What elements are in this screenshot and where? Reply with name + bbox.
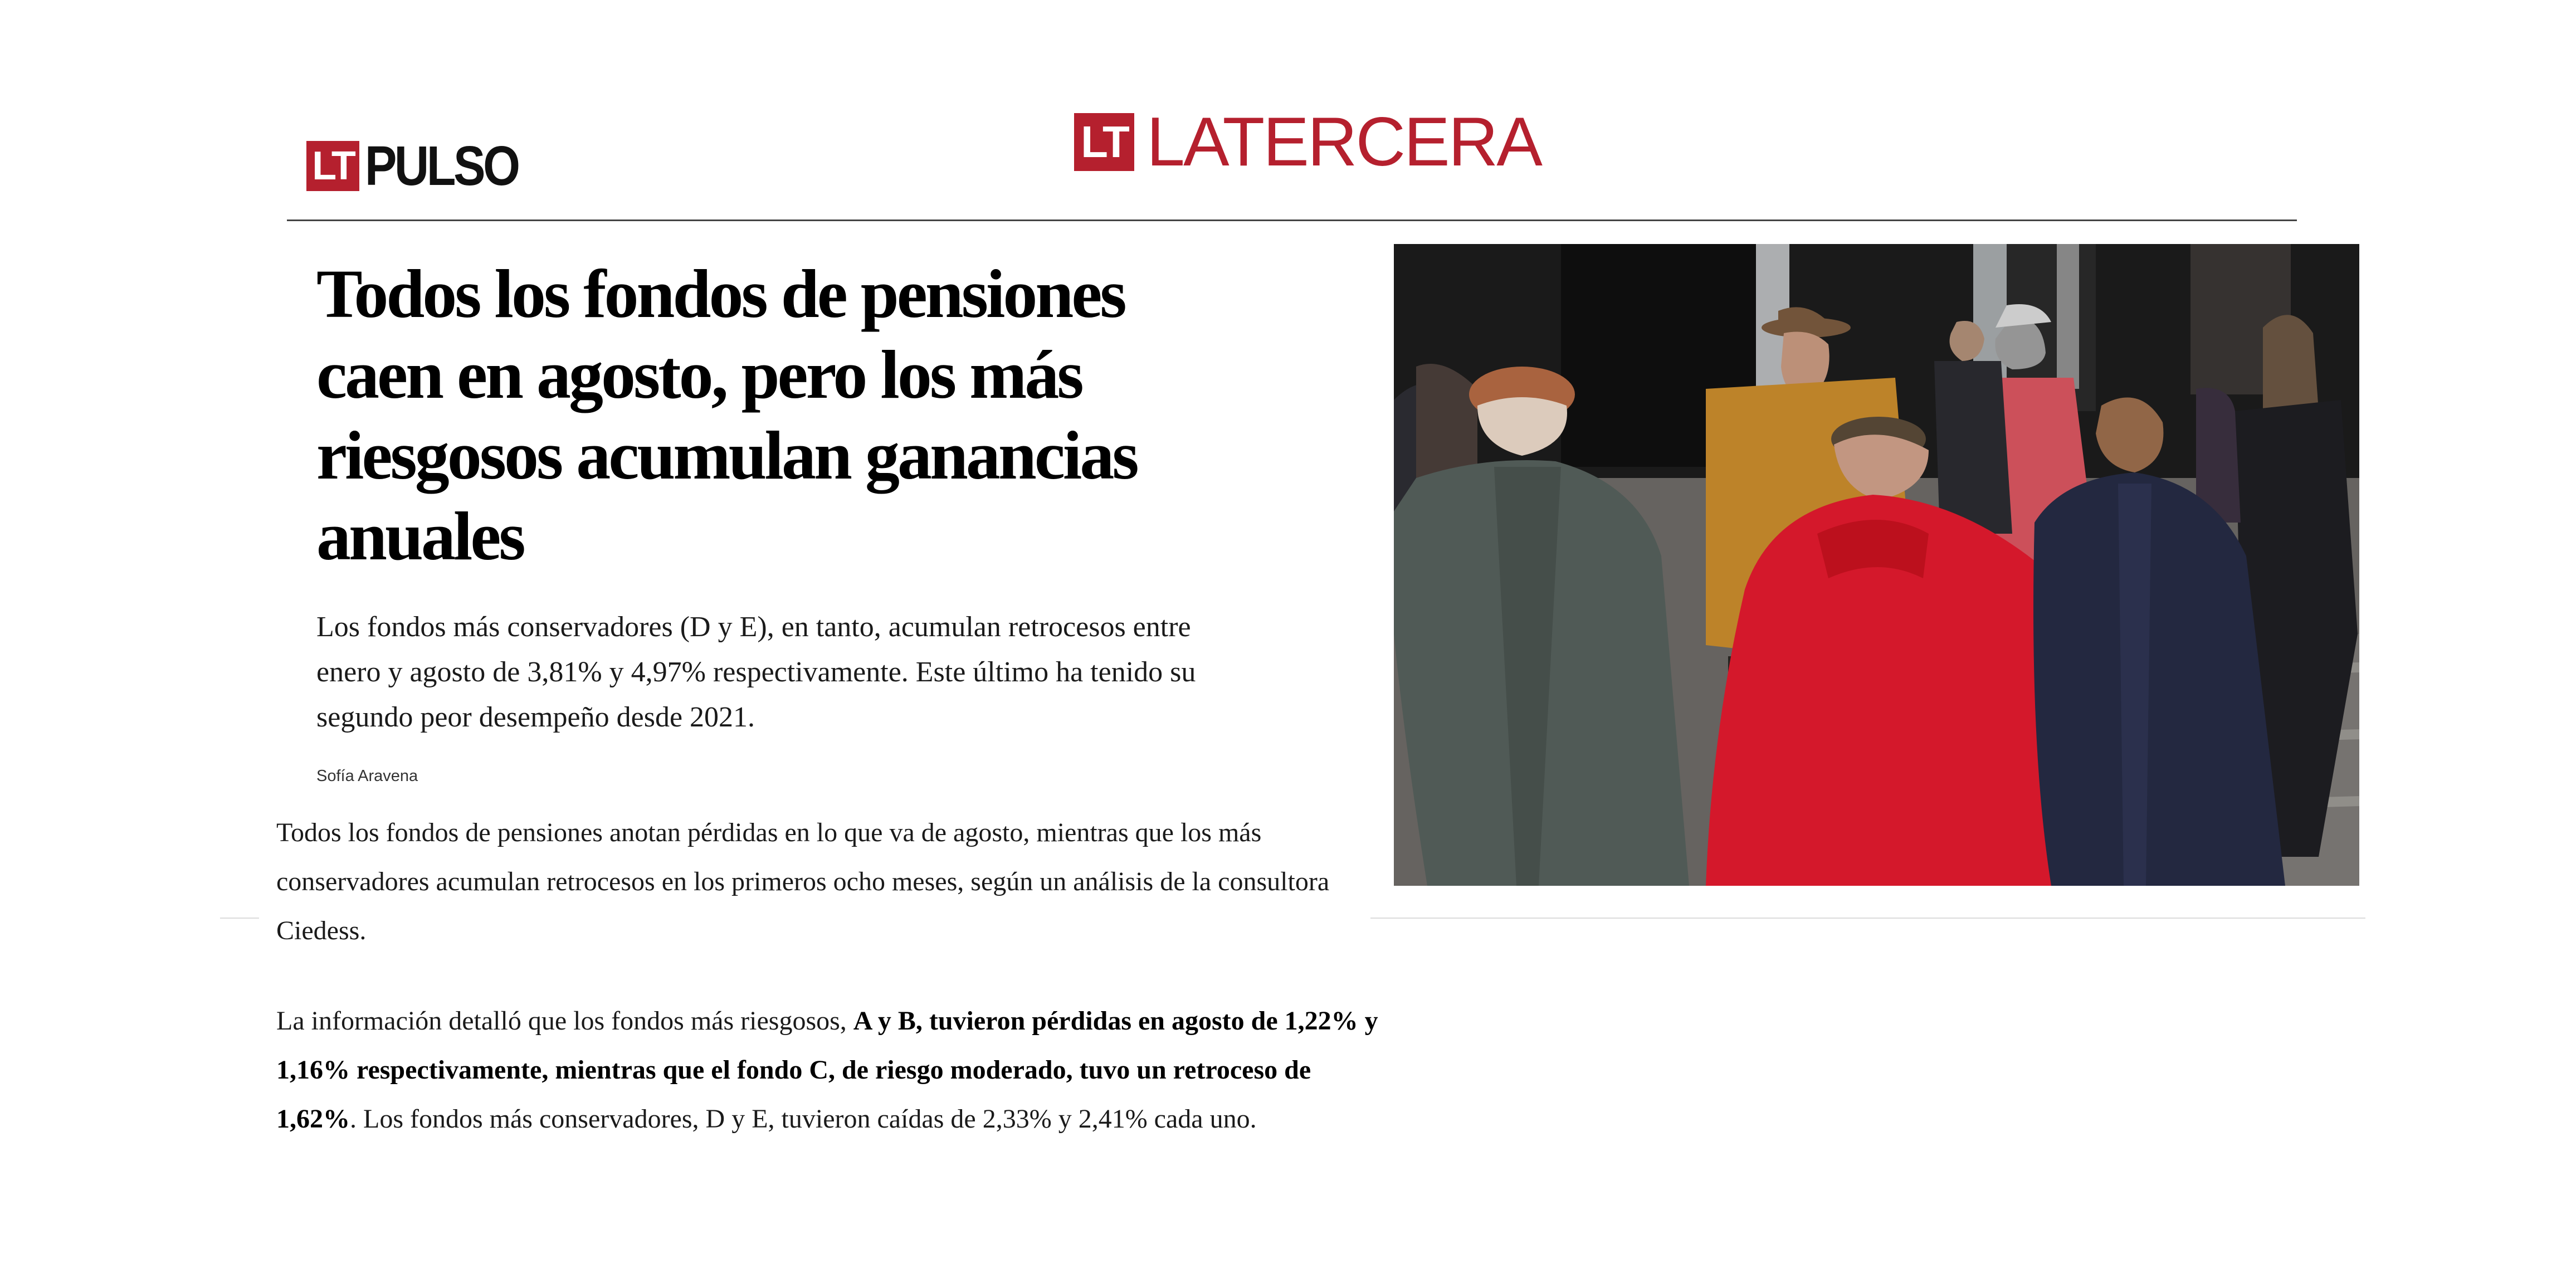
article-paragraph-2 <box>276 997 1379 1144</box>
latercera-wordmark: LATERCERA <box>1146 104 1541 180</box>
paragraph-2-text-start: La información detalló que los fondos más riesgosos, <box>276 1006 853 1036</box>
header-divider <box>287 219 2297 221</box>
left-divider-tick <box>220 918 259 919</box>
photo-divider <box>1370 918 2365 919</box>
pulso-logo[interactable] <box>306 134 543 197</box>
article-headline: Todos los fondos de pensiones caen en agosto, pero los más riesgosos acumulan ganancias anuales <box>316 256 1137 574</box>
paragraph-2-bold-text: A y B, tuvieron pérdidas en agosto de 1,22% y 1,16% respectivamente, mientras que el fondo C, de riesgo moderado, tuvo un retroceso de 1,62% <box>276 1006 1378 1134</box>
latercera-logo[interactable] <box>1074 104 1541 180</box>
article-author[interactable]: Sofía Aravena <box>316 767 418 785</box>
article-paragraph-1: Todos los fondos de pensiones anotan pérdidas en lo que va de agosto, mientras que los más conservadores acumulan retrocesos en los primeros ocho meses, según un análisis de la consultora Ciedess. <box>276 818 1330 945</box>
hero-photo <box>1394 244 2359 886</box>
paragraph-2-text-end: . Los fondos más conservadores, D y E, tuvieron caídas de 2,33% y 2,41% cada uno. <box>350 1104 1257 1134</box>
elderly-people-street-photo <box>1394 244 2359 886</box>
pulso-lt-badge: LT <box>306 141 359 191</box>
article-subheadline: Los fondos más conservadores (D y E), en tanto, acumulan retrocesos entre enero y agosto de 3,81% y 4,97% respectivamente. Este último ha tenido su segundo peor desempeño desde 2021. <box>316 611 1196 733</box>
pulso-wordmark: PULSO <box>365 134 518 197</box>
latercera-lt-badge: LT <box>1074 113 1134 171</box>
